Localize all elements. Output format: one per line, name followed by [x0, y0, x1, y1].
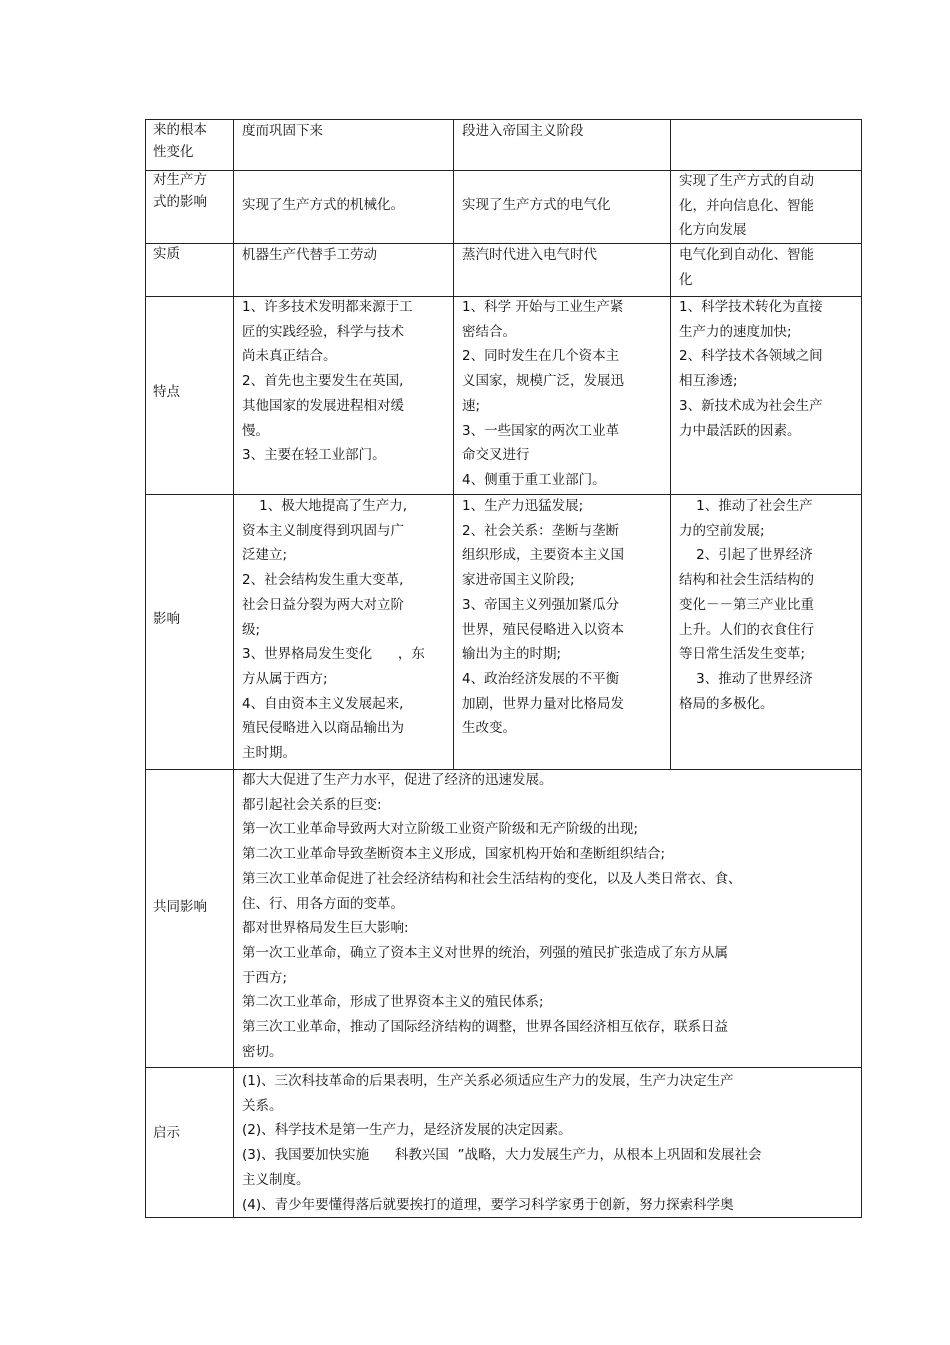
cell-line: 匠的实践经验，科学与技术 — [242, 323, 404, 340]
cell-line: 化方向发展 — [679, 222, 747, 239]
fundamental-change-row-first-revolution — [242, 119, 454, 144]
cell-line: 1、推动了社会生产 — [679, 498, 813, 514]
cell-line: 于西方; — [242, 969, 288, 986]
cell-line: 1、生产力迅猛发展; — [462, 498, 584, 514]
cell-line: 2、同时发生在几个资本主 — [462, 348, 620, 365]
table-border-left — [145, 119, 146, 1217]
cell-line: 2、引起了世界经济 — [679, 547, 813, 564]
cell-line: 义国家，规模广泛，发展迅 — [462, 373, 624, 390]
cell-line: 变化－－第三产业比重 — [679, 596, 814, 613]
cell-line: 化 — [679, 271, 693, 288]
impact-row-third-revolution — [679, 494, 864, 716]
cell-line: 1、极大地提高了生产力, — [242, 498, 408, 514]
insight-text — [242, 1069, 852, 1217]
cell-line: 都大大促进了生产力水平，促进了经济的迅速发展。 — [242, 772, 553, 788]
cell-line: 密结合。 — [462, 323, 516, 340]
fundamental-change-row-second-revolution — [462, 119, 674, 144]
cell-line: 上升。人们的衣食住行 — [679, 621, 814, 638]
cell-line: 加剧，世界力量对比格局发 — [462, 695, 624, 712]
cell-line: 4、侧重于重工业部门。 — [462, 471, 606, 488]
cell-line: 结构和社会生活结构的 — [679, 572, 814, 589]
cell-line: 3、推动了世界经济 — [679, 670, 813, 687]
features-row-first-revolution — [242, 295, 454, 468]
common-impact-label: 共同影响 — [153, 899, 207, 915]
cell-line: 尚未真正结合。 — [242, 348, 337, 365]
cell-line: 2、首先也主要发生在英国, — [242, 373, 404, 390]
cell-line: 速; — [462, 397, 481, 414]
cell-line: 社会日益分裂为两大对立阶 — [242, 596, 404, 613]
cell-line: 实现了生产方式的机械化。 — [242, 197, 404, 213]
impact-row-first-revolution — [242, 494, 454, 766]
cell-line: (2)、科学技术是第一生产力，是经济发展的决定因素。 — [242, 1122, 572, 1139]
cell-line: 泛建立; — [242, 547, 288, 564]
features-row-second-revolution — [462, 295, 674, 493]
cell-line: 特点 — [153, 384, 180, 400]
cell-line: 生产力的速度加快; — [679, 323, 792, 340]
revolution-comparison-table — [145, 119, 861, 1217]
essence-row-label — [153, 243, 227, 265]
cell-line: (1)、三次科技革命的后果表明，生产关系必须适应生产力的发展，生产力决定生产 — [242, 1073, 734, 1089]
cell-line: 度而巩固下来 — [242, 123, 323, 139]
essence-row-first-revolution — [242, 243, 454, 268]
cell-line: 第三次工业革命促进了社会经济结构和社会生活结构的变化，以及人类日常衣、食、 — [242, 870, 742, 887]
cell-line: 1、科学 开始与工业生产紧 — [462, 299, 624, 315]
cell-line: 住、行、用各方面的变革。 — [242, 895, 404, 912]
essence-row-second-revolution — [462, 243, 674, 268]
impact-row-label — [153, 608, 227, 630]
cell-line: 第一次工业革命导致两大对立阶级工业资产阶级和无产阶级的出现; — [242, 821, 639, 838]
cell-line: 1、许多技术发明都来源于工 — [242, 299, 413, 315]
cell-line: 2、社会关系：垄断与垄断 — [462, 522, 620, 539]
essence-row-third-revolution — [679, 243, 864, 292]
cell-line: 方从属于西方; — [242, 670, 328, 687]
cell-line: 第二次工业革命导致垄断资本主义形成，国家机构开始和垄断组织结合; — [242, 846, 666, 863]
cell-line: 第三次工业革命，推动了国际经济结构的调整，世界各国经济相互依存，联系日益 — [242, 1019, 728, 1036]
insight-label: 启示 — [153, 1125, 180, 1141]
cell-line: 力的空前发展; — [679, 522, 765, 539]
cell-line: (4)、青少年要懂得落后就要挨打的道理，要学习科学家勇于创新，努力探索科学奥 — [242, 1196, 734, 1213]
cell-line: 式的影响 — [153, 194, 207, 210]
cell-line: 实现了生产方式的电气化 — [462, 197, 611, 213]
cell-line: 第二次工业革命，形成了世界资本主义的殖民体系; — [242, 994, 544, 1011]
cell-line: 慢。 — [242, 422, 269, 439]
cell-line: 4、自由资本主义发展起来, — [242, 695, 404, 712]
cell-line: 组织形成，主要资本主义国 — [462, 547, 624, 564]
cell-line: 输出为主的时期; — [462, 646, 562, 663]
cell-line: 密切。 — [242, 1043, 283, 1060]
cell-line: 其他国家的发展进程相对缓 — [242, 397, 404, 414]
cell-line: 级; — [242, 621, 261, 638]
cell-line: 殖民侵略进入以商品输出为 — [242, 720, 404, 737]
cell-line: 3、世界格局发生变化 ，东 — [242, 646, 425, 663]
cell-line: 对生产方 — [153, 172, 207, 188]
production-mode-row-third-revolution — [679, 169, 864, 243]
production-mode-row-second-revolution — [462, 193, 674, 218]
cell-line: 蒸汽时代进入电气时代 — [462, 247, 597, 263]
cell-line: 等日常生活发生变革; — [679, 646, 806, 663]
cell-line: 3、新技术成为社会生产 — [679, 397, 823, 414]
cell-line: 资本主义制度得到巩固与广 — [242, 522, 404, 539]
production-mode-row-first-revolution — [242, 193, 454, 218]
cell-line: 相互渗透; — [679, 373, 738, 390]
cell-line: (3)、我国要加快实施 科教兴国 ”战略，大力发展生产力，从根本上巩固和发展社会 — [242, 1147, 762, 1164]
features-row-label — [153, 381, 227, 403]
cell-line: 影响 — [153, 611, 180, 627]
cell-line: 主义制度。 — [242, 1171, 310, 1188]
fundamental-change-row-label — [153, 119, 227, 163]
cell-line: 段进入帝国主义阶段 — [462, 123, 584, 139]
cell-line: 主时期。 — [242, 745, 296, 762]
common-impact-text — [242, 768, 852, 1064]
cell-line: 都对世界格局发生巨大影响: — [242, 920, 409, 937]
cell-line: 来的根本 — [153, 122, 207, 138]
cell-line: 实质 — [153, 246, 180, 262]
table-column-divider — [233, 119, 234, 1217]
production-mode-row-label — [153, 169, 227, 213]
cell-line: 家进帝国主义阶段; — [462, 572, 575, 589]
cell-line: 实现了生产方式的自动 — [679, 173, 814, 189]
cell-line: 关系。 — [242, 1097, 283, 1114]
cell-line: 3、帝国主义列强加紧瓜分 — [462, 596, 620, 613]
cell-line: 世界，殖民侵略进入以资本 — [462, 621, 624, 638]
cell-line: 2、科学技术各领域之间 — [679, 348, 823, 365]
impact-row-second-revolution — [462, 494, 674, 741]
features-row-third-revolution — [679, 295, 864, 443]
cell-line: 1、科学技术转化为直接 — [679, 299, 823, 315]
cell-line: 4、政治经济发展的不平衡 — [462, 670, 620, 687]
cell-line: 3、一些国家的两次工业革 — [462, 422, 620, 439]
cell-line: 2、社会结构发生重大变革, — [242, 572, 404, 589]
cell-line: 机器生产代替手工劳动 — [242, 247, 377, 263]
table-rule-h — [145, 1067, 862, 1068]
cell-line: 化，并向信息化、智能 — [679, 197, 814, 214]
cell-line: 电气化到自动化、智能 — [679, 247, 814, 263]
cell-line: 性变化 — [153, 144, 194, 160]
cell-line: 力中最活跃的因素。 — [679, 422, 801, 439]
cell-line: 生改变。 — [462, 720, 516, 737]
cell-line: 都引起社会关系的巨变: — [242, 796, 382, 813]
cell-line: 3、主要在轻工业部门。 — [242, 447, 386, 464]
cell-line: 格局的多极化。 — [679, 695, 774, 712]
cell-line: 第一次工业革命，确立了资本主义对世界的统治，列强的殖民扩张造成了东方从属 — [242, 944, 728, 961]
cell-line: 命交叉进行 — [462, 447, 530, 464]
